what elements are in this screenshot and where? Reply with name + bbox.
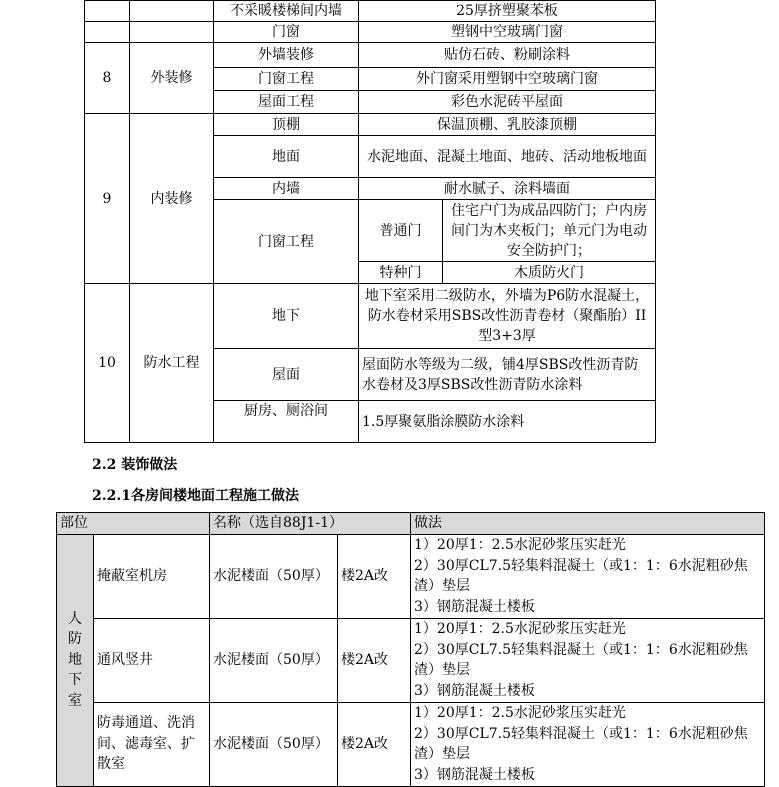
detail-cell: 地下室采用二级防水，外墙为P6防水混凝土，防水卷材采用SBS改性沥青卷材（聚酯胎）II型3+3厚 bbox=[359, 284, 656, 349]
detail-cell: 25厚挤塑聚苯板 bbox=[359, 1, 656, 22]
header-part: 部位 bbox=[57, 513, 210, 535]
method-cell bbox=[411, 702, 765, 786]
name-cell: 水泥楼面（50厚） bbox=[210, 534, 338, 618]
code-cell: 楼2A改 bbox=[338, 702, 411, 786]
category-char: 室 bbox=[68, 692, 82, 709]
construction-spec-table bbox=[84, 0, 656, 443]
detail-cell: 彩色水泥砖平屋面 bbox=[359, 91, 656, 114]
method-step: 2）30厚CL7.5轻集料混凝土（或1：1：6水泥粗砂焦渣）垫层 bbox=[414, 557, 748, 594]
code-cell: 楼2A改 bbox=[338, 618, 411, 702]
header-method: 做法 bbox=[411, 513, 765, 535]
category-name: 内装修 bbox=[130, 114, 214, 284]
detail-cell: 水泥地面、混凝土地面、地砖、活动地板地面 bbox=[359, 136, 656, 178]
item-cell: 门窗工程 bbox=[214, 200, 359, 284]
room-cell: 掩蔽室机房 bbox=[94, 534, 210, 618]
detail-cell: 塑钢中空玻璃门窗 bbox=[359, 22, 656, 43]
item-cell: 门窗 bbox=[214, 22, 359, 43]
name-cell: 水泥楼面（50厚） bbox=[210, 702, 338, 786]
item-cell: 外墙装修 bbox=[214, 43, 359, 68]
category-char: 下 bbox=[68, 672, 82, 689]
subsection-heading: 2.2.1各房间楼地面工程施工做法 bbox=[92, 488, 299, 504]
method-step: 2）30厚CL7.5轻集料混凝土（或1：1：6水泥粗砂焦渣）垫层 bbox=[414, 725, 748, 762]
method-cell bbox=[411, 618, 765, 702]
category-vertical bbox=[57, 534, 94, 786]
item-cell: 内墙 bbox=[214, 178, 359, 200]
door-type-cell: 普通门 bbox=[359, 200, 443, 262]
method-cell bbox=[411, 534, 765, 618]
floor-construction-table bbox=[56, 512, 765, 787]
method-step: 3）钢筋混凝土楼板 bbox=[414, 766, 535, 783]
code-cell: 楼2A改 bbox=[338, 534, 411, 618]
category-char: 防 bbox=[68, 631, 82, 648]
detail-cell: 住宅户门为成品四防门；户内房间门为木夹板门；单元门为电动安全防护门； bbox=[443, 200, 656, 262]
item-cell: 不采暖楼梯间内墙 bbox=[214, 1, 359, 22]
item-cell: 门窗工程 bbox=[214, 68, 359, 91]
item-cell: 厨房、厕浴间 bbox=[214, 401, 359, 443]
name-cell: 水泥楼面（50厚） bbox=[210, 618, 338, 702]
item-cell: 地下 bbox=[214, 284, 359, 349]
header-name: 名称（选自88J1-1） bbox=[210, 513, 411, 535]
row-number: 9 bbox=[85, 114, 130, 284]
method-step: 1）20厚1：2.5水泥砂浆压实赶光 bbox=[414, 537, 626, 553]
category-name: 外装修 bbox=[130, 43, 214, 114]
method-step: 2）30厚CL7.5轻集料混凝土（或1：1：6水泥粗砂焦渣）垫层 bbox=[414, 641, 748, 678]
detail-cell: 1.5厚聚氨脂涂膜防水涂料 bbox=[359, 401, 656, 443]
detail-cell: 木质防火门 bbox=[443, 262, 656, 284]
detail-cell: 屋面防水等级为二级，铺4厚SBS改性沥青防水卷材及3厚SBS改性沥青防水涂料 bbox=[359, 349, 656, 401]
detail-cell: 耐水腻子、涂料墙面 bbox=[359, 178, 656, 200]
method-step: 3）钢筋混凝土楼板 bbox=[414, 598, 535, 615]
category-char: 人 bbox=[68, 610, 82, 627]
category-name: 防水工程 bbox=[130, 284, 214, 443]
room-cell: 防毒通道、洗消间、滤毒室、扩散室 bbox=[94, 702, 210, 786]
section-heading: 2.2 装饰做法 bbox=[92, 457, 178, 473]
item-cell: 顶棚 bbox=[214, 114, 359, 136]
detail-cell: 外门窗采用塑钢中空玻璃门窗 bbox=[359, 68, 656, 91]
row-number: 8 bbox=[85, 43, 130, 114]
method-step: 3）钢筋混凝土楼板 bbox=[414, 682, 535, 699]
item-cell: 地面 bbox=[214, 136, 359, 178]
detail-cell: 贴仿石砖、粉刷涂料 bbox=[359, 43, 656, 68]
room-cell: 通风竖井 bbox=[94, 618, 210, 702]
detail-cell: 保温顶棚、乳胶漆顶棚 bbox=[359, 114, 656, 136]
item-cell: 屋面 bbox=[214, 349, 359, 401]
method-step: 1）20厚1：2.5水泥砂浆压实赶光 bbox=[414, 705, 626, 721]
method-step: 1）20厚1：2.5水泥砂浆压实赶光 bbox=[414, 621, 626, 637]
item-cell: 屋面工程 bbox=[214, 91, 359, 114]
category-char: 地 bbox=[68, 651, 82, 668]
door-type-cell: 特种门 bbox=[359, 262, 443, 284]
row-number: 10 bbox=[85, 284, 130, 443]
